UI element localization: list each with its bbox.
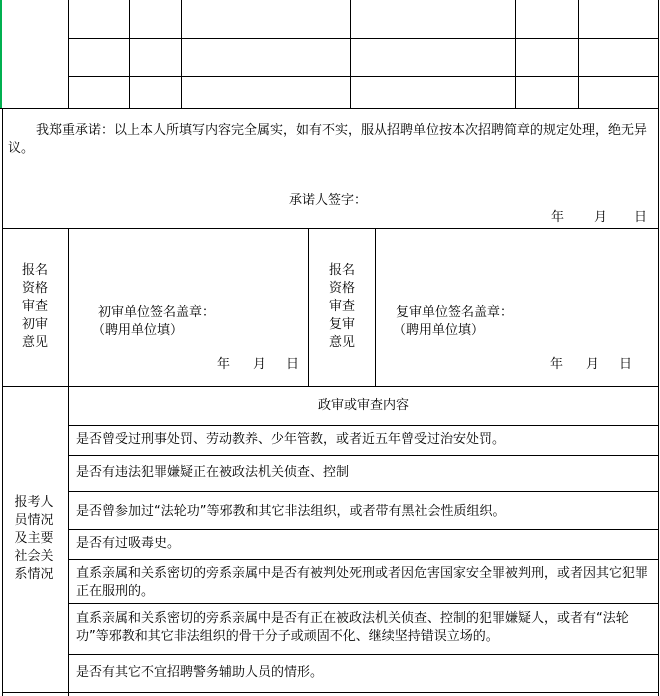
top-col-divider-2 (181, 0, 182, 108)
item-line-4 (68, 529, 659, 530)
pledge-date-day: 日 (634, 210, 648, 225)
item-line-3 (68, 491, 659, 492)
table-right-border (658, 0, 659, 696)
recheck-review-note: （聘用单位填） (393, 323, 485, 338)
initial-date-year: 年 (217, 357, 231, 372)
political-content-header: 政审或审查内容 (317, 398, 409, 413)
review-col-divider-1 (68, 228, 69, 386)
political-item-3: 是否曾参加过“法轮功”等邪教和其它非法组织，或者带有黑社会性质组织。 (76, 504, 506, 519)
political-item-5: 直系亲属和关系密切的旁系亲属中是否有被判处死刑或者因危害国家安全罪被判刑，或者因其它犯罪正在服刑的。 (76, 566, 649, 599)
item-line-2 (68, 455, 659, 456)
pledge-date-year: 年 (551, 210, 565, 225)
pledge-signature-label: 承诺人签字： (289, 193, 368, 208)
recheck-date-month: 月 (586, 357, 600, 372)
green-left-border (0, 0, 2, 108)
initial-date-month: 月 (253, 357, 267, 372)
top-col-divider-4 (515, 0, 516, 108)
pledge-top-line (0, 108, 659, 109)
table-bottom-line (2, 692, 659, 693)
recheck-date-day: 日 (619, 357, 633, 372)
top-col-divider-5 (578, 0, 579, 108)
outer-left-border (2, 108, 3, 696)
political-top-line (2, 386, 659, 387)
recheck-review-sign-label: 复审单位签名盖章： (396, 305, 514, 320)
item-line-1 (68, 425, 659, 426)
recheck-review-header: 报名资格审查复审意见 (328, 263, 355, 350)
political-item-6: 直系亲属和关系密切的旁系亲属中是否有正在被政法机关侦查、控制的犯罪嫌疑人，或者有“法轮功”等邪教和其它非法组织的骨干分子或顽固不化、继续坚持错误立场的。 (76, 611, 629, 644)
item-line-6 (68, 603, 659, 604)
review-col-divider-3 (375, 228, 376, 386)
review-col-divider-2 (308, 228, 309, 386)
pledge-date-month: 月 (594, 210, 608, 225)
top-col-divider-3 (350, 0, 351, 108)
initial-date-day: 日 (286, 357, 300, 372)
initial-review-note: （聘用单位填） (92, 323, 184, 338)
political-side-header: 报考人员情况及主要社会关系情况 (14, 495, 54, 582)
political-col-divider (68, 386, 69, 696)
initial-review-sign-label: 初审单位签名盖章： (98, 305, 216, 320)
top-row-line-2 (68, 76, 659, 77)
item-line-7 (68, 654, 659, 655)
item-line-5 (68, 559, 659, 560)
review-top-line (2, 228, 659, 229)
political-item-1: 是否曾受过刑事处罚、劳动教养、少年管教，或者近五年曾受过治安处罚。 (76, 432, 506, 447)
political-item-7: 是否有其它不宜招聘警务辅助人员的情形。 (76, 665, 324, 680)
pledge-text: 我郑重承诺：以上本人所填写内容完全属实，如有不实，服从招聘单位按本次招聘简章的规定处理，绝无异议。 (8, 123, 648, 156)
top-left-col-divider (68, 0, 69, 108)
top-row-line-1 (68, 38, 659, 39)
top-col-divider-1 (129, 0, 130, 108)
recheck-date-year: 年 (550, 357, 564, 372)
political-item-4: 是否有过吸毒史。 (76, 536, 181, 551)
initial-review-header: 报名资格审查初审意见 (21, 263, 48, 350)
political-item-2: 是否有违法犯罪嫌疑正在被政法机关侦查、控制 (76, 465, 350, 480)
